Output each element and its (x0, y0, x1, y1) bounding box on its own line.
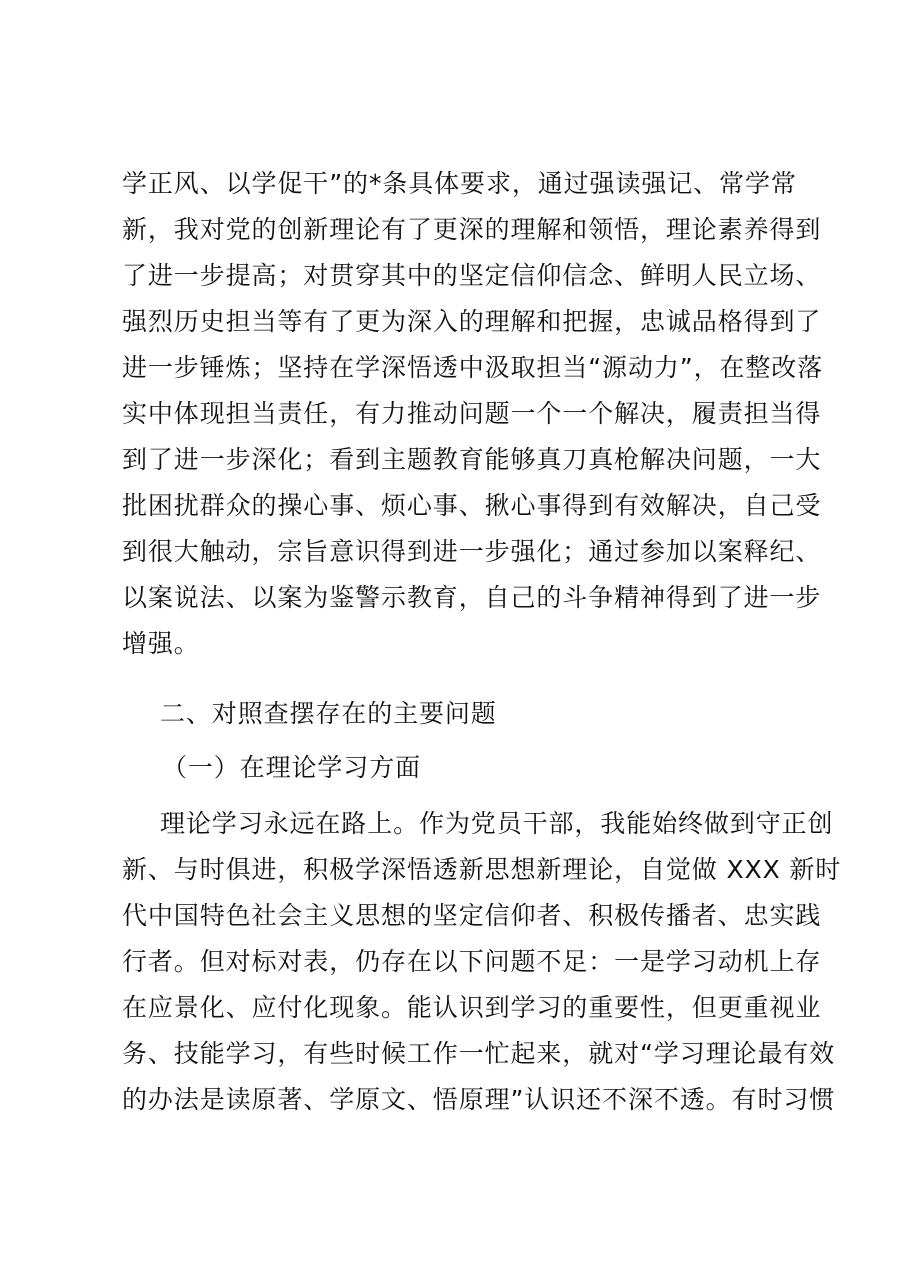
body-text-line: 的办法是读原著、学原文、悟原理”认识还不深不透。有时习惯 (122, 1085, 836, 1114)
body-text-line: 理论学习永远在路上。作为党员干部，我能始终做到守正创 (160, 809, 834, 838)
body-text-line: 以案说法、以案为鉴警示教育，自己的斗争精神得到了进一步 (122, 583, 822, 612)
body-text-line: 实中体现担当责任，有力推动问题一个一个解决，履责担当得 (122, 399, 822, 428)
body-text-line: 强烈历史担当等有了更为深入的理解和把握，忠诚品格得到了 (122, 307, 822, 336)
body-text-line: 进一步锤炼；坚持在学深悟透中汲取担当“源动力”，在整改落 (122, 353, 824, 382)
body-text-line: 务、技能学习，有些时候工作一忙起来，就对“学习理论最有效 (122, 1039, 836, 1068)
section-heading: 二、对照查摆存在的主要问题 (160, 699, 497, 728)
body-text-line: 到了进一步深化；看到主题教育能够真刀真枪解决问题，一大 (122, 445, 822, 474)
body-text-line: 行者。但对标对表，仍存在以下问题不足：一是学习动机上存 (122, 947, 822, 976)
body-text-line: 新，我对党的创新理论有了更深的理解和领悟，理论素养得到 (122, 215, 822, 244)
body-text-line: 新、与时俱进，积极学深悟透新思想新理论，自觉做 XXX 新时 (122, 855, 842, 884)
body-text-line: 学正风、以学促干”的*条具体要求，通过强读强记、常学常 (122, 169, 797, 198)
body-text-line: 增强。 (122, 629, 200, 658)
body-text-line: 了进一步提高；对贯穿其中的坚定信仰信念、鲜明人民立场、 (122, 261, 822, 290)
subsection-heading: （一）在理论学习方面 (162, 753, 422, 782)
body-text-line: 到很大触动，宗旨意识得到进一步强化；通过参加以案释纪、 (122, 537, 822, 566)
body-text-line: 在应景化、应付化现象。能认识到学习的重要性，但更重视业 (122, 993, 822, 1022)
body-text-line: 代中国特色社会主义思想的坚定信仰者、积极传播者、忠实践 (122, 901, 822, 930)
body-text-line: 批困扰群众的操心事、烦心事、揪心事得到有效解决，自己受 (122, 491, 822, 520)
